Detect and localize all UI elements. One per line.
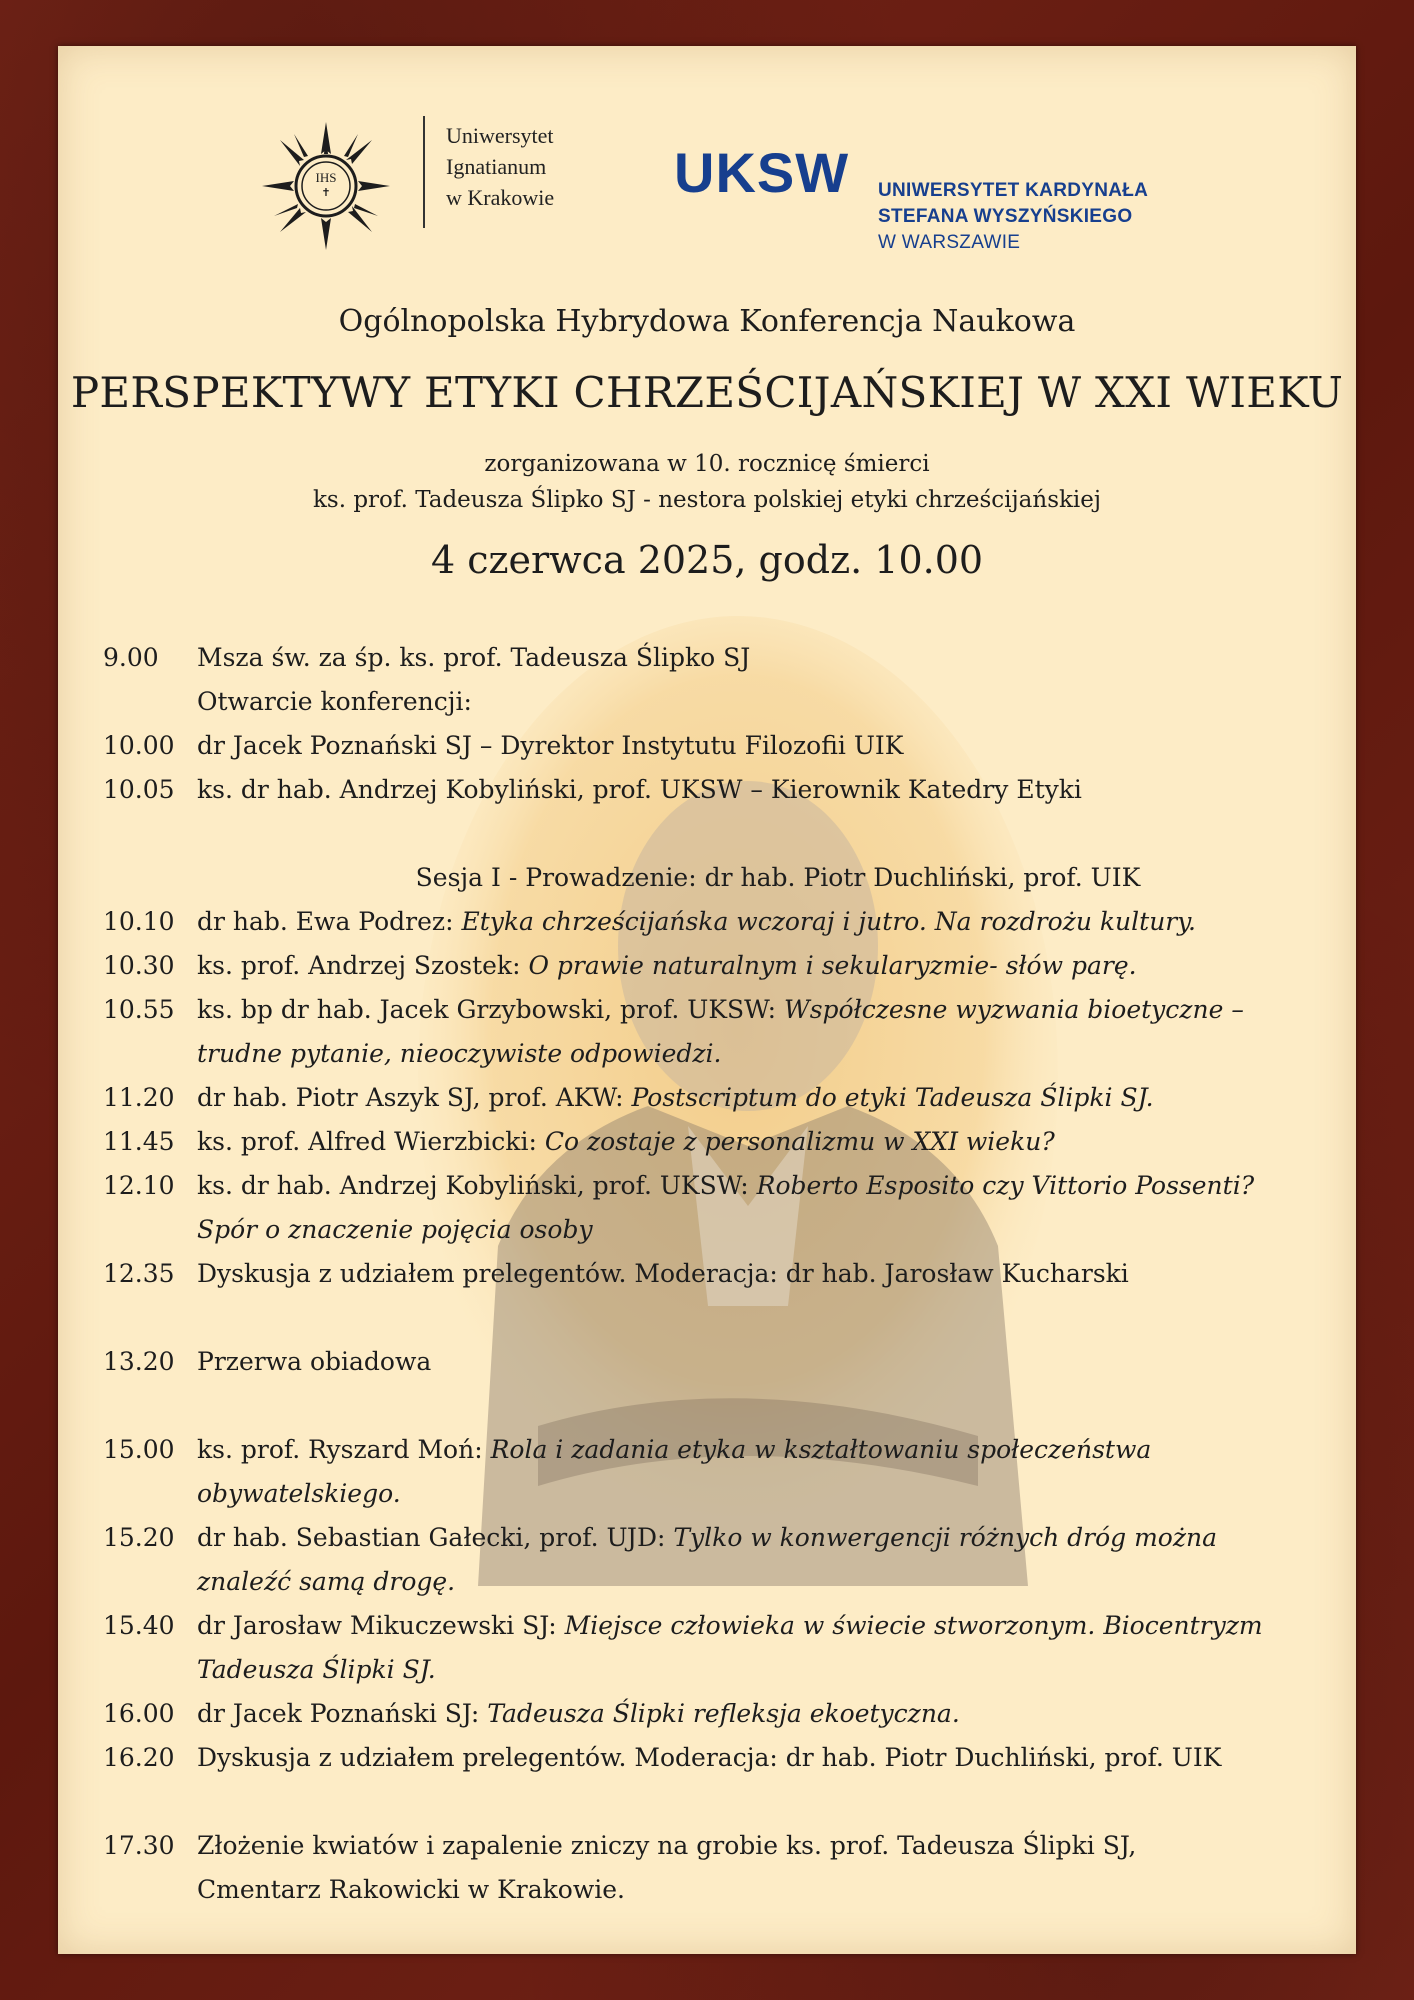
program-time: 12.35 bbox=[103, 1259, 175, 1288]
speaker: dr hab. Piotr Aszyk SJ, prof. AKW: bbox=[197, 1083, 632, 1112]
program-row bbox=[103, 724, 1323, 768]
ignatianum-name bbox=[446, 120, 554, 213]
program-text bbox=[197, 944, 1323, 988]
speaker: ks. bp dr hab. Jacek Grzybowski, prof. UKSW: bbox=[197, 995, 785, 1024]
talk-title: O prawie naturalnym i sekularyzmie- słów parę. bbox=[528, 951, 1137, 980]
program-time: 11.20 bbox=[103, 1083, 175, 1112]
program-row bbox=[103, 988, 1323, 1076]
poster-paper bbox=[58, 46, 1356, 1954]
conference-title: PERSPEKTYWY ETYKI CHRZEŚCIJAŃSKIEJ W XXI WIEKU bbox=[70, 368, 1344, 417]
program-row bbox=[103, 1692, 1323, 1736]
program-time: 17.30 bbox=[103, 1831, 175, 1860]
program-row bbox=[103, 1604, 1323, 1692]
program-text: Dyskusja z udziałem prelegentów. Moderacja: dr hab. Jarosław Kucharski bbox=[197, 1259, 1129, 1288]
program-text: Przerwa obiadowa bbox=[197, 1347, 432, 1376]
talk-title-cont: trudne pytanie, nieoczywiste odpowiedzi. bbox=[197, 1039, 722, 1068]
talk-title: Postscriptum do etyki Tadeusza Ślipki SJ. bbox=[631, 1083, 1154, 1112]
program-row bbox=[103, 680, 1323, 724]
program-text bbox=[197, 1428, 1323, 1516]
program-time: 15.20 bbox=[103, 1523, 175, 1552]
program-row bbox=[103, 1340, 1323, 1384]
conference-subtitle: Ogólnopolska Hybrydowa Konferencja Naukowa bbox=[338, 304, 1076, 339]
uksw-line-2: STEFANA WYSZYŃSKIEGO bbox=[878, 206, 1133, 227]
program-row bbox=[103, 1164, 1323, 1252]
talk-title: Tylko w konwergencji różnych dróg można bbox=[673, 1523, 1218, 1552]
speaker: dr hab. Ewa Podrez: bbox=[197, 907, 462, 936]
conference-date: 4 czerwca 2025, godz. 10.00 bbox=[430, 538, 984, 582]
program-time: 10.05 bbox=[103, 775, 175, 804]
logo-header bbox=[58, 116, 1356, 256]
dedication-line-1: zorganizowana w 10. rocznicę śmierci bbox=[484, 451, 930, 477]
talk-title: Rola i zadania etyka w kształtowaniu społeczeństwa bbox=[490, 1435, 1152, 1464]
ignatianum-line-1: Uniwersytet bbox=[446, 123, 554, 148]
program-text: Dyskusja z udziałem prelegentów. Moderacja: dr hab. Piotr Duchliński, prof. UIK bbox=[197, 1743, 1222, 1772]
program-row bbox=[103, 900, 1323, 944]
program-text bbox=[197, 900, 1323, 944]
speaker: ks. prof. Andrzej Szostek: bbox=[197, 951, 529, 980]
talk-title-cont: znaleźć samą drogę. bbox=[197, 1567, 456, 1596]
program-text: Msza św. za śp. ks. prof. Tadeusza Ślipko SJ bbox=[197, 643, 751, 672]
program-text bbox=[197, 1164, 1323, 1252]
dedication bbox=[58, 446, 1356, 518]
spacer bbox=[103, 812, 1323, 856]
program-time: 12.10 bbox=[103, 1171, 175, 1200]
svg-text:IHS: IHS bbox=[315, 170, 337, 185]
ignatianum-line-3: w Krakowie bbox=[446, 185, 555, 210]
uksw-line-3: W WARSZAWIE bbox=[878, 232, 1021, 253]
talk-title: Współczesne wyzwania bioetyczne – bbox=[784, 995, 1244, 1024]
program-time: 15.00 bbox=[103, 1435, 175, 1464]
uksw-line-1: UNIWERSYTET KARDYNAŁA bbox=[878, 180, 1149, 201]
program-time: 9.00 bbox=[103, 643, 159, 672]
talk-title-cont: Tadeusza Ślipki SJ. bbox=[197, 1655, 436, 1684]
program-text bbox=[197, 1120, 1323, 1164]
program-row bbox=[103, 944, 1323, 988]
program-time: 15.40 bbox=[103, 1611, 175, 1640]
program-time: 10.00 bbox=[103, 731, 175, 760]
program-row bbox=[103, 1252, 1323, 1296]
program-time bbox=[103, 680, 197, 724]
program-text bbox=[197, 1824, 1323, 1912]
program-time: 16.00 bbox=[103, 1699, 175, 1728]
session-1-heading: Sesja I - Prowadzenie: dr hab. Piotr Duchliński, prof. UIK bbox=[415, 863, 1141, 892]
program-text bbox=[197, 1692, 1323, 1736]
closing-line-2: Cmentarz Rakowicki w Krakowie. bbox=[197, 1875, 625, 1904]
program-time: 10.55 bbox=[103, 995, 175, 1024]
program-row bbox=[103, 1516, 1323, 1604]
program bbox=[103, 636, 1323, 1912]
program-text: dr Jacek Poznański SJ – Dyrektor Instytutu Filozofii UIK bbox=[197, 731, 904, 760]
talk-title: Miejsce człowieka w świecie stworzonym. Biocentryzm bbox=[564, 1611, 1263, 1640]
program-time: 10.10 bbox=[103, 907, 175, 936]
uksw-name bbox=[878, 178, 1148, 256]
speaker: dr Jarosław Mikuczewski SJ: bbox=[197, 1611, 565, 1640]
program-row bbox=[103, 768, 1323, 812]
program-time: 10.30 bbox=[103, 951, 175, 980]
program-text bbox=[197, 988, 1323, 1076]
speaker: dr Jacek Poznański SJ: bbox=[197, 1699, 488, 1728]
program-time: 11.45 bbox=[103, 1127, 175, 1156]
talk-title: Co zostaje z personalizmu w XXI wieku? bbox=[544, 1127, 1055, 1156]
speaker: ks. dr hab. Andrzej Kobyliński, prof. UKSW: bbox=[197, 1171, 757, 1200]
program-row bbox=[103, 1428, 1323, 1516]
talk-title-cont: Spór o znaczenie pojęcia osoby bbox=[197, 1215, 593, 1244]
speaker: ks. prof. Alfred Wierzbicki: bbox=[197, 1127, 545, 1156]
svg-text:✝: ✝ bbox=[321, 187, 331, 199]
program-row bbox=[103, 1120, 1323, 1164]
uksw-logo: UKSW bbox=[674, 141, 850, 204]
program-text bbox=[197, 1604, 1323, 1692]
program-time: 13.20 bbox=[103, 1347, 175, 1376]
program-row bbox=[103, 1824, 1323, 1912]
program-time: 16.20 bbox=[103, 1743, 175, 1772]
talk-title: Roberto Esposito czy Vittorio Possenti? bbox=[756, 1171, 1255, 1200]
program-row bbox=[103, 1736, 1323, 1780]
spacer bbox=[103, 1384, 1323, 1428]
program-text bbox=[197, 1516, 1323, 1604]
talk-title: Etyka chrześcijańska wczoraj i jutro. Na rozdrożu kultury. bbox=[461, 907, 1196, 936]
talk-title-cont: obywatelskiego. bbox=[197, 1479, 401, 1508]
program-text: Otwarcie konferencji: bbox=[197, 687, 472, 716]
speaker: dr hab. Sebastian Gałecki, prof. UJD: bbox=[197, 1523, 674, 1552]
spacer bbox=[103, 1296, 1323, 1340]
program-text: ks. dr hab. Andrzej Kobyliński, prof. UKSW – Kierownik Katedry Etyki bbox=[197, 775, 1082, 804]
program-row bbox=[103, 1076, 1323, 1120]
talk-title: Tadeusza Ślipki refleksja ekoetyczna. bbox=[487, 1699, 960, 1728]
program-text bbox=[197, 1076, 1323, 1120]
ignatianum-line-2: Ignatianum bbox=[446, 154, 547, 179]
logo-divider bbox=[423, 116, 425, 228]
dedication-line-2: ks. prof. Tadeusza Ślipko SJ - nestora polskiej etyki chrześcijańskiej bbox=[312, 487, 1102, 513]
spacer bbox=[103, 1780, 1323, 1824]
closing-line-1: Złożenie kwiatów i zapalenie zniczy na grobie ks. prof. Tadeusza Ślipki SJ, bbox=[197, 1831, 1137, 1860]
program-row bbox=[103, 636, 1323, 680]
speaker: ks. prof. Ryszard Moń: bbox=[197, 1435, 491, 1464]
ignatianum-seal-icon bbox=[256, 116, 396, 256]
